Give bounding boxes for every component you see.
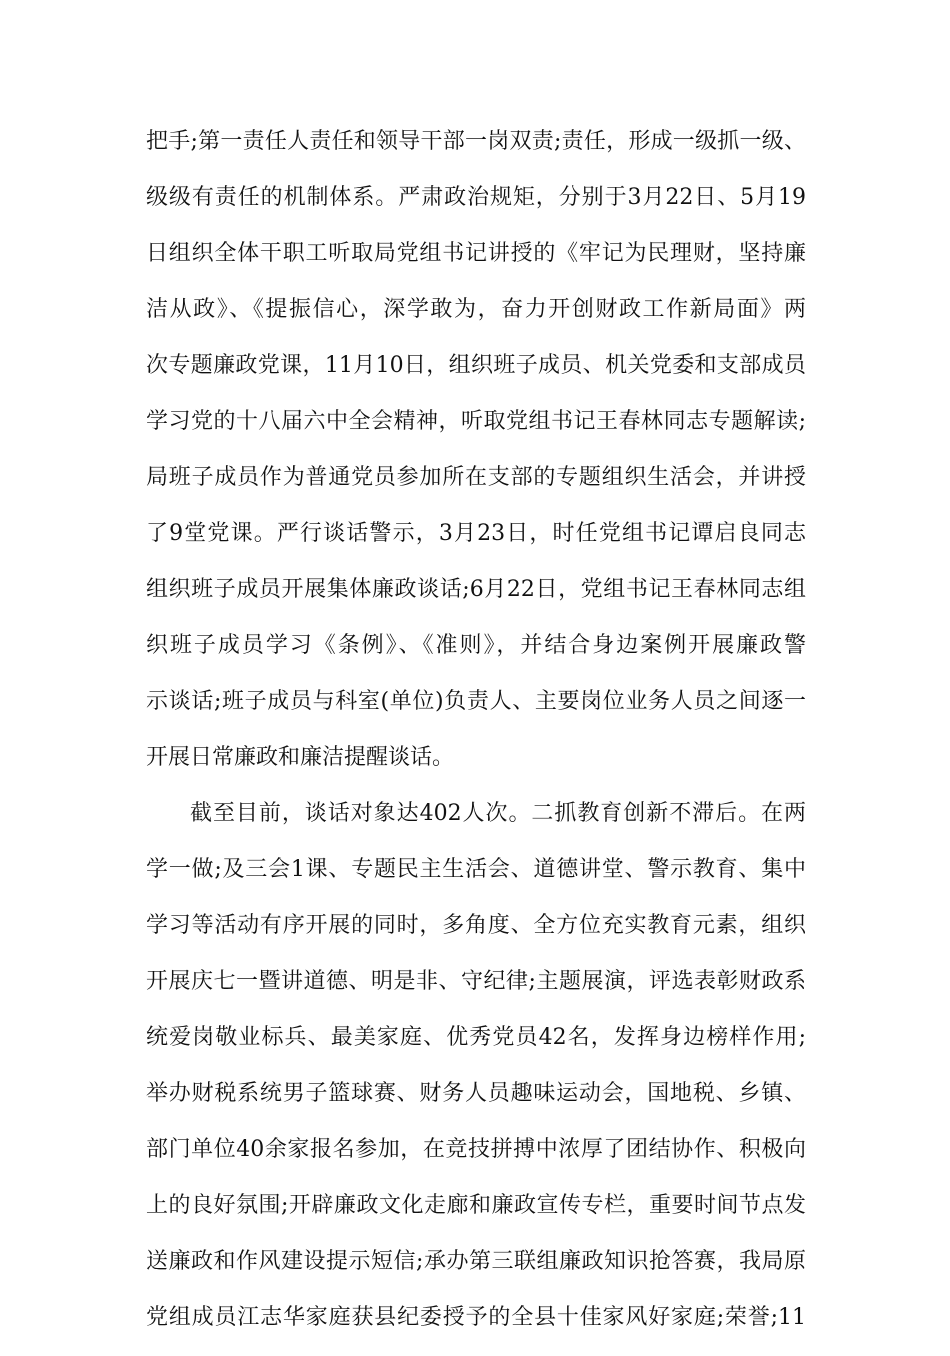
text-line: 送廉政和作风建设提示短信;承办第三联组廉政知识抢答赛，我局原 <box>146 1249 806 1274</box>
text-line: 学习党的十八届六中全会精神，听取党组书记王春林同志专题解读; <box>146 409 806 434</box>
text-line: 部门单位40余家报名参加，在竞技拼搏中浓厚了团结协作、积极向 <box>146 1137 806 1162</box>
text-line: 日组织全体干职工听取局党组书记讲授的《牢记为民理财，坚持廉 <box>146 241 806 266</box>
text-line: 级级有责任的机制体系。严肃政治规矩，分别于3月22日、5月19 <box>146 185 806 210</box>
text-line: 织班子成员学习《条例》、《准则》，并结合身边案例开展廉政警 <box>146 633 806 658</box>
text-line: 了9堂党课。严行谈话警示，3月23日，时任党组书记谭启良同志 <box>146 521 806 546</box>
text-line: 开展日常廉政和廉洁提醒谈话。 <box>146 745 455 770</box>
text-line: 把手;第一责任人责任和领导干部一岗双责;责任，形成一级抓一级、 <box>146 129 806 154</box>
text-line: 局班子成员作为普通党员参加所在支部的专题组织生活会，并讲授 <box>146 465 806 490</box>
text-line: 开展庆七一暨讲道德、明是非、守纪律;主题展演，评选表彰财政系 <box>146 969 806 994</box>
text-line: 党组成员江志华家庭获县纪委授予的全县十佳家风好家庭;荣誉;11 <box>146 1305 806 1330</box>
paragraph-1 <box>146 124 806 796</box>
paragraph-2 <box>146 796 806 1356</box>
text-line: 组织班子成员开展集体廉政谈话;6月22日，党组书记王春林同志组 <box>146 577 806 602</box>
text-line: 统爱岗敬业标兵、最美家庭、优秀党员42名，发挥身边榜样作用; <box>146 1025 806 1050</box>
text-line: 示谈话;班子成员与科室(单位)负责人、主要岗位业务人员之间逐一 <box>146 689 806 714</box>
text-line: 学一做;及三会1课、专题民主生活会、道德讲堂、警示教育、集中 <box>146 857 806 882</box>
text-line: 学习等活动有序开展的同时，多角度、全方位充实教育元素，组织 <box>146 913 806 938</box>
text-line: 举办财税系统男子篮球赛、财务人员趣味运动会，国地税、乡镇、 <box>146 1081 806 1106</box>
text-line: 截至目前，谈话对象达402人次。二抓教育创新不滞后。在两 <box>190 801 806 826</box>
text-line: 上的良好氛围;开辟廉政文化走廊和廉政宣传专栏，重要时间节点发 <box>146 1193 806 1218</box>
text-line: 次专题廉政党课，11月10日，组织班子成员、机关党委和支部成员 <box>146 353 806 378</box>
document-body <box>146 124 806 1356</box>
text-line: 洁从政》、《提振信心，深学敢为，奋力开创财政工作新局面》两 <box>146 297 806 322</box>
